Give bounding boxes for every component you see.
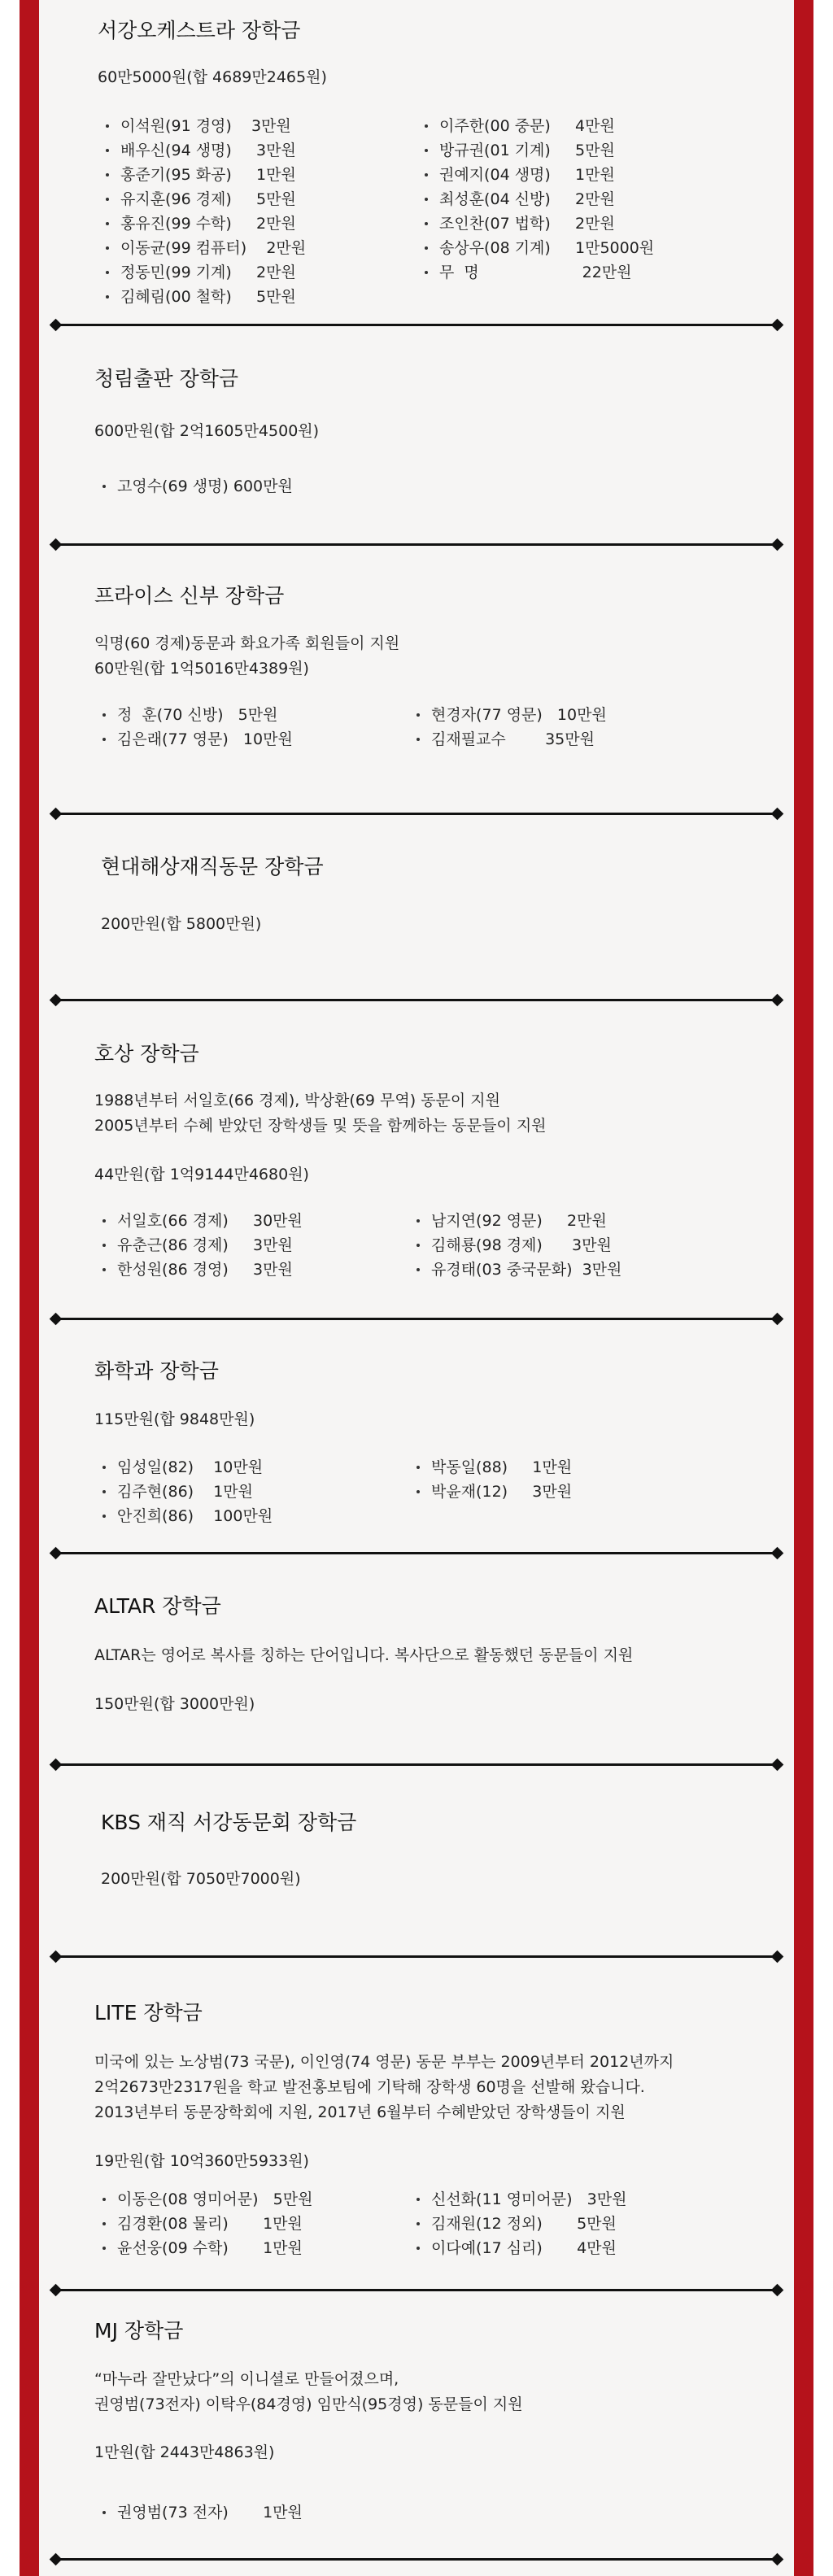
left-red-border	[20, 0, 39, 2576]
donor-item: 최성훈(04 신방) 2만원	[425, 187, 654, 211]
section-desc-lite-2: 2억2673만2317원을 학교 발전홍보팀에 기탁해 장학생 60명을 선발해 왔습니다.	[94, 2078, 645, 2096]
donor-item: 홍준기(95 화공) 1만원	[106, 163, 306, 187]
donor-item: 남지연(92 영문) 2만원	[416, 1209, 621, 1233]
donor-list-chemistry-col1	[102, 1455, 273, 1528]
donor-list-hosang-col1	[102, 1209, 303, 1282]
section-divider	[55, 2558, 778, 2561]
donor-item: 윤선웅(09 수학) 1만원	[102, 2236, 312, 2260]
donor-item: 박동일(88) 1만원	[416, 1455, 572, 1480]
donor-list-mj	[102, 2500, 303, 2525]
donor-item: 서일호(66 경제) 30만원	[102, 1209, 303, 1233]
section-desc-altar: ALTAR는 영어로 복사를 칭하는 단어입니다. 복사단으로 활동했던 동문들이 지원	[94, 1646, 634, 1664]
section-divider	[55, 1552, 778, 1554]
right-red-border	[794, 0, 813, 2576]
donor-item: 박윤재(12) 3만원	[416, 1480, 572, 1504]
section-total-mj: 1만원(합 2443만4863원)	[94, 2443, 275, 2461]
section-title-orchestra: 서강오케스트라 장학금	[98, 19, 301, 42]
section-desc-lite-3: 2013년부터 동문장학회에 지원, 2017년 6월부터 수혜받았던 장학생들이 지원	[94, 2103, 626, 2121]
section-divider	[55, 1955, 778, 1958]
donor-item: 이석원(91 경영) 3만원	[106, 114, 306, 138]
section-total-chunglim: 600만원(합 2억1605만4500원)	[94, 422, 320, 440]
section-desc-hosang-2: 2005년부터 수혜 받았던 장학생들 및 뜻을 함께하는 동문들이 지원	[94, 1117, 547, 1135]
donor-list-lite-col2	[416, 2187, 626, 2260]
donor-list-price-col2	[416, 703, 607, 752]
donor-item: 방규권(01 기계) 5만원	[425, 138, 654, 163]
donor-item: 김혜림(00 철학) 5만원	[106, 285, 306, 309]
donor-item: 김재필교수 35만원	[416, 727, 607, 752]
donor-item: 김경환(08 물리) 1만원	[102, 2212, 312, 2236]
section-total-kbs: 200만원(합 7050만7000원)	[101, 1870, 301, 1888]
donor-item: 신선화(11 영미어문) 3만원	[416, 2187, 626, 2212]
section-title-kbs: KBS 재직 서강동문회 장학금	[101, 1811, 357, 1834]
donor-item: 배우신(94 생명) 3만원	[106, 138, 306, 163]
donor-item: 고영수(69 생명) 600만원	[102, 474, 293, 499]
donor-item: 송상우(08 기계) 1만5000원	[425, 236, 654, 260]
donor-list-hosang-col2	[416, 1209, 621, 1282]
donor-item: 김주현(86) 1만원	[102, 1480, 273, 1504]
donor-item: 이다예(17 심리) 4만원	[416, 2236, 626, 2260]
section-title-mj: MJ 장학금	[94, 2319, 184, 2343]
section-divider	[55, 999, 778, 1001]
section-title-price: 프라이스 신부 장학금	[94, 584, 285, 608]
donor-list-orchestra-col1	[106, 114, 306, 309]
section-desc-hosang-1: 1988년부터 서일호(66 경제), 박상환(69 무역) 동문이 지원	[94, 1092, 501, 1109]
donor-item: 이동균(99 컴퓨터) 2만원	[106, 236, 306, 260]
donor-item: 이동은(08 영미어문) 5만원	[102, 2187, 312, 2212]
section-total-hyundai: 200만원(합 5800만원)	[101, 915, 262, 933]
section-total-altar: 150만원(합 3000만원)	[94, 1695, 255, 1713]
donor-list-lite-col1	[102, 2187, 312, 2260]
donor-list-chemistry-col2	[416, 1455, 572, 1504]
section-divider	[55, 1763, 778, 1766]
donor-item: 유지훈(96 경제) 5만원	[106, 187, 306, 211]
donor-item: 권영범(73 전자) 1만원	[102, 2500, 303, 2525]
donor-list-chunglim	[102, 474, 293, 499]
donor-item: 임성일(82) 10만원	[102, 1455, 273, 1480]
section-title-lite: LITE 장학금	[94, 2001, 203, 2025]
donor-item: 김은래(77 영문) 10만원	[102, 727, 293, 752]
section-title-chunglim: 청림출판 장학금	[94, 367, 238, 390]
section-divider	[55, 813, 778, 815]
donor-item: 정 훈(70 신방) 5만원	[102, 703, 293, 727]
donor-item: 정동민(99 기계) 2만원	[106, 260, 306, 285]
donor-item: 안진희(86) 100만원	[102, 1504, 273, 1528]
donor-item: 이주한(00 중문) 4만원	[425, 114, 654, 138]
donor-item: 유경태(03 중국문화) 3만원	[416, 1257, 621, 1282]
donor-item: 현경자(77 영문) 10만원	[416, 703, 607, 727]
section-desc-price: 익명(60 경제)동문과 화요가족 회원들이 지원	[94, 634, 400, 652]
donor-list-orchestra-col2	[425, 114, 654, 285]
section-desc-mj-2: 권영범(73전자) 이탁우(84경영) 임만식(95경영) 동문들이 지원	[94, 2395, 523, 2413]
section-divider	[55, 324, 778, 326]
section-title-altar: ALTAR 장학금	[94, 1594, 221, 1618]
section-title-hosang: 호상 장학금	[94, 1042, 199, 1066]
donor-item: 한성원(86 경영) 3만원	[102, 1257, 303, 1282]
donor-item: 유춘근(86 경제) 3만원	[102, 1233, 303, 1257]
section-title-chemistry: 화학과 장학금	[94, 1359, 219, 1383]
section-total-hosang: 44만원(합 1억9144만4680원)	[94, 1166, 309, 1183]
donor-list-price-col1	[102, 703, 293, 752]
section-total-chemistry: 115만원(합 9848만원)	[94, 1410, 255, 1428]
section-total-lite: 19만원(합 10억360만5933원)	[94, 2152, 309, 2170]
section-title-hyundai: 현대해상재직동문 장학금	[101, 855, 324, 878]
donor-item: 무 명 22만원	[425, 260, 654, 285]
scholarship-list	[39, 0, 794, 2576]
donor-item: 홍유진(99 수학) 2만원	[106, 211, 306, 236]
donor-item: 조인찬(07 법학) 2만원	[425, 211, 654, 236]
section-divider	[55, 543, 778, 546]
section-total-price: 60만원(합 1억5016만4389원)	[94, 660, 309, 678]
donor-item: 김해룡(98 경제) 3만원	[416, 1233, 621, 1257]
section-desc-mj-1: “마누라 잘만났다”의 이니셜로 만들어졌으며,	[94, 2370, 399, 2388]
donor-item: 권예지(04 생명) 1만원	[425, 163, 654, 187]
section-divider	[55, 2289, 778, 2291]
donor-item: 김재원(12 정외) 5만원	[416, 2212, 626, 2236]
section-divider	[55, 1318, 778, 1320]
section-desc-lite-1: 미국에 있는 노상범(73 국문), 이인영(74 영문) 동문 부부는 2009년부터 2012년까지	[94, 2053, 674, 2071]
section-total-orchestra: 60만5000원(합 4689만2465원)	[98, 68, 327, 86]
